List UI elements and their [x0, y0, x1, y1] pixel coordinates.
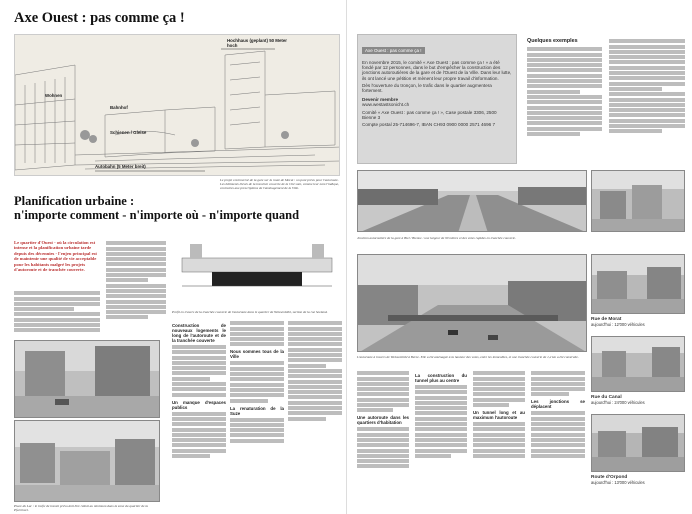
stat-name: Rue du Canal	[591, 395, 622, 400]
street-photo-left	[14, 340, 160, 418]
sketch-caption: Le projet controversé de la gare sur la route de Morat : un pont prévu pour l'autoroute. Les bâtiments élevés de la tranchée couverte de la Cité sont, comme leur nom l'indique, contraires aux prescriptions de l'aménagement de la Ville.	[220, 178, 339, 191]
photo-caption-place-du-lac: Place du Lac : le trafic de transit prévu doit être réduit au minimum dans la zone du quartier de la Pfarrinsel.	[14, 504, 148, 513]
subhead-long-tunnel: Un tunnel long et au maximum l'autoroute	[473, 410, 525, 421]
sketch-illustration	[14, 34, 340, 176]
membership-heading: Devenir membre	[362, 97, 399, 103]
subhead-suze: La renaturation de la Suze	[230, 405, 284, 416]
sketch-label-highrise: Hochhaus (geplant) 50 Meter hoch	[227, 38, 288, 48]
sketch-label-motorway: Autobahn (5 Meter breit)	[95, 164, 146, 169]
subhead-public-space: Un manque d'espaces publics	[172, 399, 226, 410]
subhead-junctions: Les jonctions se déplacent	[531, 399, 585, 410]
right-body-column-1	[357, 370, 409, 502]
photo-caption-cross-section: Profil en travers de la tranchée couverte de l'autoroute dans le quartier de Weissenbühl, section de la rue Seeland.	[172, 310, 328, 314]
photo-caption-weissenbuhl: L'autoroute à travers de Weissenbühl à Berne. Elle a été aménagée à la hauteur des voies, entre les immeubles, et une tranchée couverte de 1,2 km a été construite.	[357, 355, 579, 359]
info-box-text: En novembre 2015, le comité « Axe Ouest : pas comme ça ! » a été fondé par 12 personnes, dans le but d'empêcher la construction des jonctions autoroutières de la gare et de l'Ouest de la Ville. Dans leur lutte, ils ont lancé une pétition et mènent leur propre travail d'information.	[362, 60, 512, 81]
section-title-line1: Planification urbaine :	[14, 194, 135, 208]
right-body-column-3	[473, 370, 525, 502]
subhead-city: Nous sommes tous de la Ville	[230, 349, 284, 360]
sketch-label-housing: Wohnen	[45, 93, 63, 98]
sketch-label-tracks: Schienen / Gleise	[110, 130, 147, 135]
stat-value: aujourd'hui : 12'000 véhicules	[591, 322, 645, 327]
subhead-new-housing: Construction de nouveaux logements le long de l'autoroute et de la tranchée couverte	[172, 323, 226, 343]
architecture-sketch-icon	[15, 35, 340, 176]
stat-name: Route d'Orpond	[591, 475, 628, 480]
sketch-label-station: Bahnhof	[110, 105, 128, 110]
left-body-column-2	[106, 240, 166, 335]
left-body-column-4	[230, 320, 284, 502]
stat-route-d-orpond	[591, 474, 685, 485]
lead-paragraph: Le quartier d'Ouest - où la circulation est intense et la planification urbaine tarde depuis des décennies - l'enjeu principal est de maintenir une qualité de vie acceptable pour les habitants malgré les projets d'autoroute et de tranchée couverte.	[14, 240, 97, 273]
section-title	[14, 194, 334, 222]
street-photo-canal	[591, 336, 685, 392]
stat-value: aujourd'hui : 13'000 véhicules	[591, 480, 645, 485]
right-column-1	[527, 46, 602, 146]
subhead-tunnel-centre: La construction du tunnel plus au centre	[415, 373, 467, 383]
highway-bridge-photo	[357, 254, 587, 352]
info-box	[357, 34, 517, 164]
subhead-motorway-residential: Une autoroute dans les quartiers d'habitation	[357, 415, 409, 426]
photo-caption-motorway: Jonction autoroutière de la gare à Biel / Bienne : une largeur de 90 mètres et des voies rapides en tranchée couverte.	[357, 236, 516, 240]
postal-address: Comité « Axe Ouest : pas comme ça ! », Case postale 3306, 2500 Bienne 3	[362, 109, 497, 120]
info-box-title: Axe Ouest : pas comme ça !	[362, 47, 425, 54]
left-body-column-3	[172, 320, 226, 502]
stat-rue-du-canal	[591, 394, 685, 405]
right-body-column-2	[415, 370, 467, 502]
right-column-2	[609, 38, 685, 146]
right-body-column-4	[531, 370, 585, 502]
motorway-photo	[357, 170, 587, 232]
town-photo-right	[591, 170, 685, 232]
examples-heading: Quelques exemples	[527, 38, 578, 44]
info-box-text-2: Dès l'ouverture du tronçon, le trafic dans le quartier augmentera fortement.	[362, 82, 492, 94]
street-photo-morat	[591, 254, 685, 314]
stat-name: Rue de Morat	[591, 317, 622, 322]
street-photo-orpond	[591, 414, 685, 472]
stat-value: aujourd'hui : 24'000 véhicules	[591, 400, 645, 405]
bank-account: Compte postal 25-714696-7, IBAN CH93 0900 0000 2571 4696 7	[362, 122, 496, 128]
stat-rue-de-morat	[591, 316, 685, 327]
left-body-column-1	[14, 290, 100, 335]
website-link[interactable]: www.westastsonicht.ch	[362, 102, 410, 108]
right-page	[346, 0, 692, 514]
town-photo-left	[14, 420, 160, 502]
page-title: Axe Ouest : pas comme ça !	[14, 10, 185, 26]
section-title-line2: n'importe comment - n'importe où - n'importe quand	[14, 208, 300, 222]
cross-section-diagram	[172, 240, 342, 296]
left-body-column-5	[288, 320, 342, 502]
